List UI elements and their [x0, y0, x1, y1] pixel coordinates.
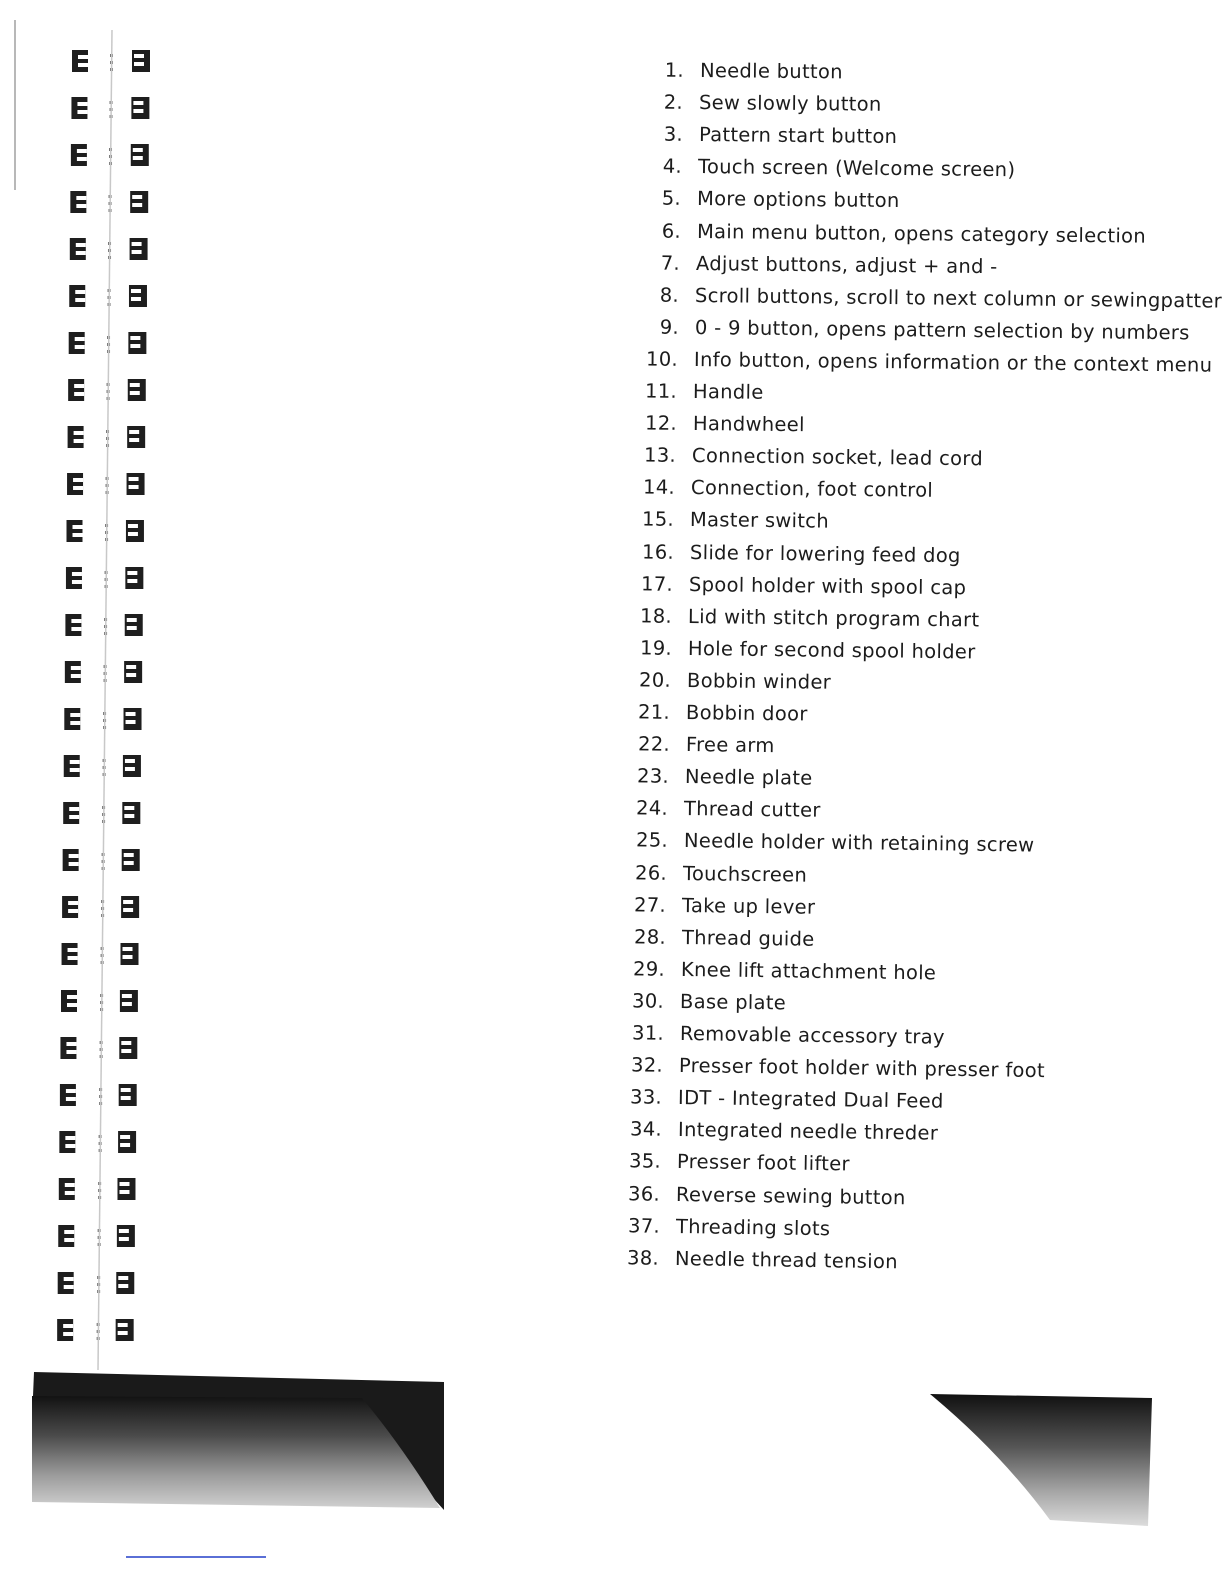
parts-label: Knee lift attachment hole — [680, 957, 937, 985]
page-shadow-right — [930, 1394, 1152, 1526]
parts-list-item — [632, 957, 937, 986]
parts-number: 18. — [640, 604, 673, 628]
binding-ring — [66, 567, 143, 589]
parts-label: Needle holder with retaining screw — [683, 829, 1035, 857]
spiral-binding-graphic — [40, 30, 170, 1380]
parts-list-item — [636, 764, 813, 792]
parts-label: Reverse sewing button — [676, 1182, 906, 1209]
parts-list-item — [643, 443, 983, 472]
parts-label: Lid with stitch program chart — [688, 604, 980, 632]
parts-label: More options button — [697, 187, 900, 213]
spiral-binding — [40, 30, 170, 1380]
parts-label: Pattern start button — [698, 123, 898, 149]
binding-ring — [71, 144, 149, 166]
binding-ring — [64, 708, 141, 730]
parts-list-item — [645, 347, 1213, 379]
parts-number: 11. — [645, 379, 678, 403]
parts-number: 29. — [632, 957, 666, 981]
parts-label: Info button, opens information or the context menu — [693, 347, 1213, 377]
parts-list-item — [641, 572, 967, 601]
parts-number: 6. — [661, 219, 681, 243]
parts-number: 21. — [638, 700, 671, 724]
parts-number: 22. — [637, 732, 670, 756]
parts-list-item — [641, 539, 961, 569]
parts-label: Sew slowly button — [699, 91, 882, 116]
parts-number: 27. — [634, 892, 667, 917]
binding-ring — [58, 1225, 135, 1247]
parts-number: 34. — [629, 1117, 662, 1142]
page-shadow-left — [32, 1368, 444, 1510]
parts-number: 19. — [639, 636, 672, 660]
parts-number: 16. — [641, 539, 674, 564]
binding-ring — [67, 520, 144, 542]
parts-label: Spool holder with spool cap — [688, 572, 967, 599]
parts-list-item — [633, 925, 815, 953]
parts-label: IDT - Integrated Dual Feed — [678, 1086, 945, 1113]
parts-label: Needle thread tension — [674, 1246, 898, 1273]
binding-ring — [64, 755, 141, 777]
binding-ring — [60, 1037, 137, 1059]
binding-ring — [69, 332, 147, 354]
binding-ring — [65, 614, 142, 636]
parts-list-item — [663, 122, 898, 150]
parts-list-item — [643, 475, 934, 504]
binding-ring — [67, 473, 145, 495]
parts-list-item — [645, 379, 764, 406]
parts-list-item — [659, 315, 1190, 346]
parts-label: Threading slots — [675, 1214, 831, 1240]
parts-list-item — [663, 90, 882, 118]
parts-list-item — [631, 1021, 945, 1051]
parts-number: 12. — [644, 411, 677, 435]
parts-label: Free arm — [685, 733, 775, 758]
parts-label: Slide for lowering feed dog — [689, 540, 961, 567]
parts-label: Handle — [693, 380, 764, 404]
parts-list-item — [644, 411, 805, 438]
page-edge-line — [14, 20, 16, 190]
parts-number: 10. — [645, 347, 679, 371]
parts-label: Integrated needle threder — [677, 1118, 938, 1145]
parts-list-item — [632, 989, 787, 1016]
binding-spine — [98, 30, 112, 1370]
binding-ring — [70, 238, 148, 260]
parts-number: 17. — [641, 572, 674, 596]
binding-ring — [68, 426, 146, 448]
parts-label: Touch screen (Welcome screen) — [697, 155, 1016, 182]
parts-list-item — [634, 892, 816, 921]
parts-number: 36. — [628, 1181, 661, 1206]
binding-ring — [63, 802, 140, 824]
parts-list-item — [664, 58, 843, 85]
parts-list-item — [662, 154, 1016, 183]
parts-label: Thread cutter — [684, 797, 822, 823]
parts-list-item — [661, 186, 900, 214]
binding-ring — [69, 285, 147, 307]
parts-number: 28. — [633, 925, 666, 949]
parts-list-item — [637, 732, 775, 759]
parts-number: 20. — [639, 668, 672, 692]
parts-number: 7. — [660, 251, 681, 275]
parts-number: 33. — [630, 1085, 663, 1109]
parts-number: 2. — [663, 90, 684, 114]
parts-label: Bobbin winder — [686, 668, 832, 694]
parts-list-item — [628, 1149, 850, 1177]
binding-ring — [63, 849, 140, 871]
parts-number: 32. — [630, 1053, 664, 1077]
parts-list-item — [628, 1181, 906, 1211]
parts-label: Touchscreen — [682, 861, 808, 887]
parts-label: Connection, foot control — [691, 476, 934, 503]
parts-number: 38. — [626, 1245, 660, 1270]
parts-label: Presser foot holder with presser foot — [678, 1054, 1045, 1083]
parts-label: Removable accessory tray — [679, 1022, 945, 1049]
parts-list-item — [630, 1085, 945, 1115]
parts-label: Bobbin door — [686, 701, 809, 726]
parts-label: 0 - 9 button, opens pattern selection by numbers — [694, 315, 1190, 345]
parts-number: 1. — [664, 58, 685, 82]
binding-ring — [59, 1131, 136, 1153]
parts-label: Base plate — [680, 989, 787, 1015]
parts-label: Needle button — [699, 59, 843, 84]
parts-list-item — [630, 1053, 1045, 1084]
parts-list-item — [636, 796, 822, 824]
binding-ring — [60, 1084, 137, 1106]
binding-ring — [57, 1319, 134, 1341]
parts-list-item — [634, 860, 808, 889]
binding-ring — [65, 661, 142, 683]
parts-list-item — [661, 219, 1146, 250]
parts-list-item — [639, 636, 976, 665]
parts-number: 35. — [628, 1149, 662, 1174]
binding-ring — [68, 379, 146, 401]
parts-number: 30. — [632, 989, 665, 1013]
parts-number: 5. — [661, 187, 682, 211]
parts-label: Hole for second spool holder — [687, 636, 976, 664]
parts-number: 9. — [659, 315, 679, 339]
parts-list-item — [659, 283, 1223, 315]
parts-number: 13. — [643, 443, 676, 468]
binding-ring — [59, 1178, 136, 1200]
binding-ring — [61, 990, 138, 1012]
parts-number: 14. — [643, 475, 676, 500]
parts-number: 25. — [635, 828, 668, 853]
parts-list-item — [629, 1117, 938, 1147]
parts-number: 26. — [634, 860, 668, 885]
parts-number: 24. — [636, 796, 669, 821]
parts-list-item — [626, 1245, 898, 1275]
parts-list-item — [642, 507, 830, 535]
parts-list-item — [627, 1213, 831, 1242]
parts-label: Thread guide — [681, 925, 815, 951]
parts-number: 23. — [636, 764, 670, 788]
parts-list-item — [638, 700, 809, 728]
binding-ring — [62, 896, 139, 918]
parts-number: 37. — [627, 1213, 660, 1238]
parts-label: Take up lever — [682, 893, 816, 919]
parts-number: 4. — [662, 154, 683, 179]
footer-rule — [126, 1556, 266, 1558]
parts-number: 3. — [663, 122, 683, 147]
binding-ring — [58, 1272, 135, 1294]
parts-label: Adjust buttons, adjust + and - — [695, 251, 998, 278]
parts-label: Master switch — [690, 508, 830, 533]
parts-label: Main menu button, opens category selection — [696, 219, 1146, 248]
parts-list-item — [635, 828, 1035, 859]
parts-list-item — [660, 251, 998, 280]
parts-label: Connection socket, lead cord — [691, 444, 983, 471]
parts-label: Handwheel — [692, 412, 805, 437]
parts-list-item — [640, 604, 980, 633]
binding-ring — [62, 943, 139, 965]
parts-number: 15. — [642, 507, 675, 532]
parts-label: Scroll buttons, scroll to next column or sewingpatter — [695, 283, 1223, 313]
parts-list-item — [639, 668, 832, 696]
parts-label: Needle plate — [684, 765, 813, 790]
binding-ring — [70, 191, 148, 213]
parts-label: Presser foot lifter — [676, 1150, 850, 1176]
parts-number: 31. — [631, 1021, 664, 1045]
parts-number: 8. — [659, 283, 680, 307]
